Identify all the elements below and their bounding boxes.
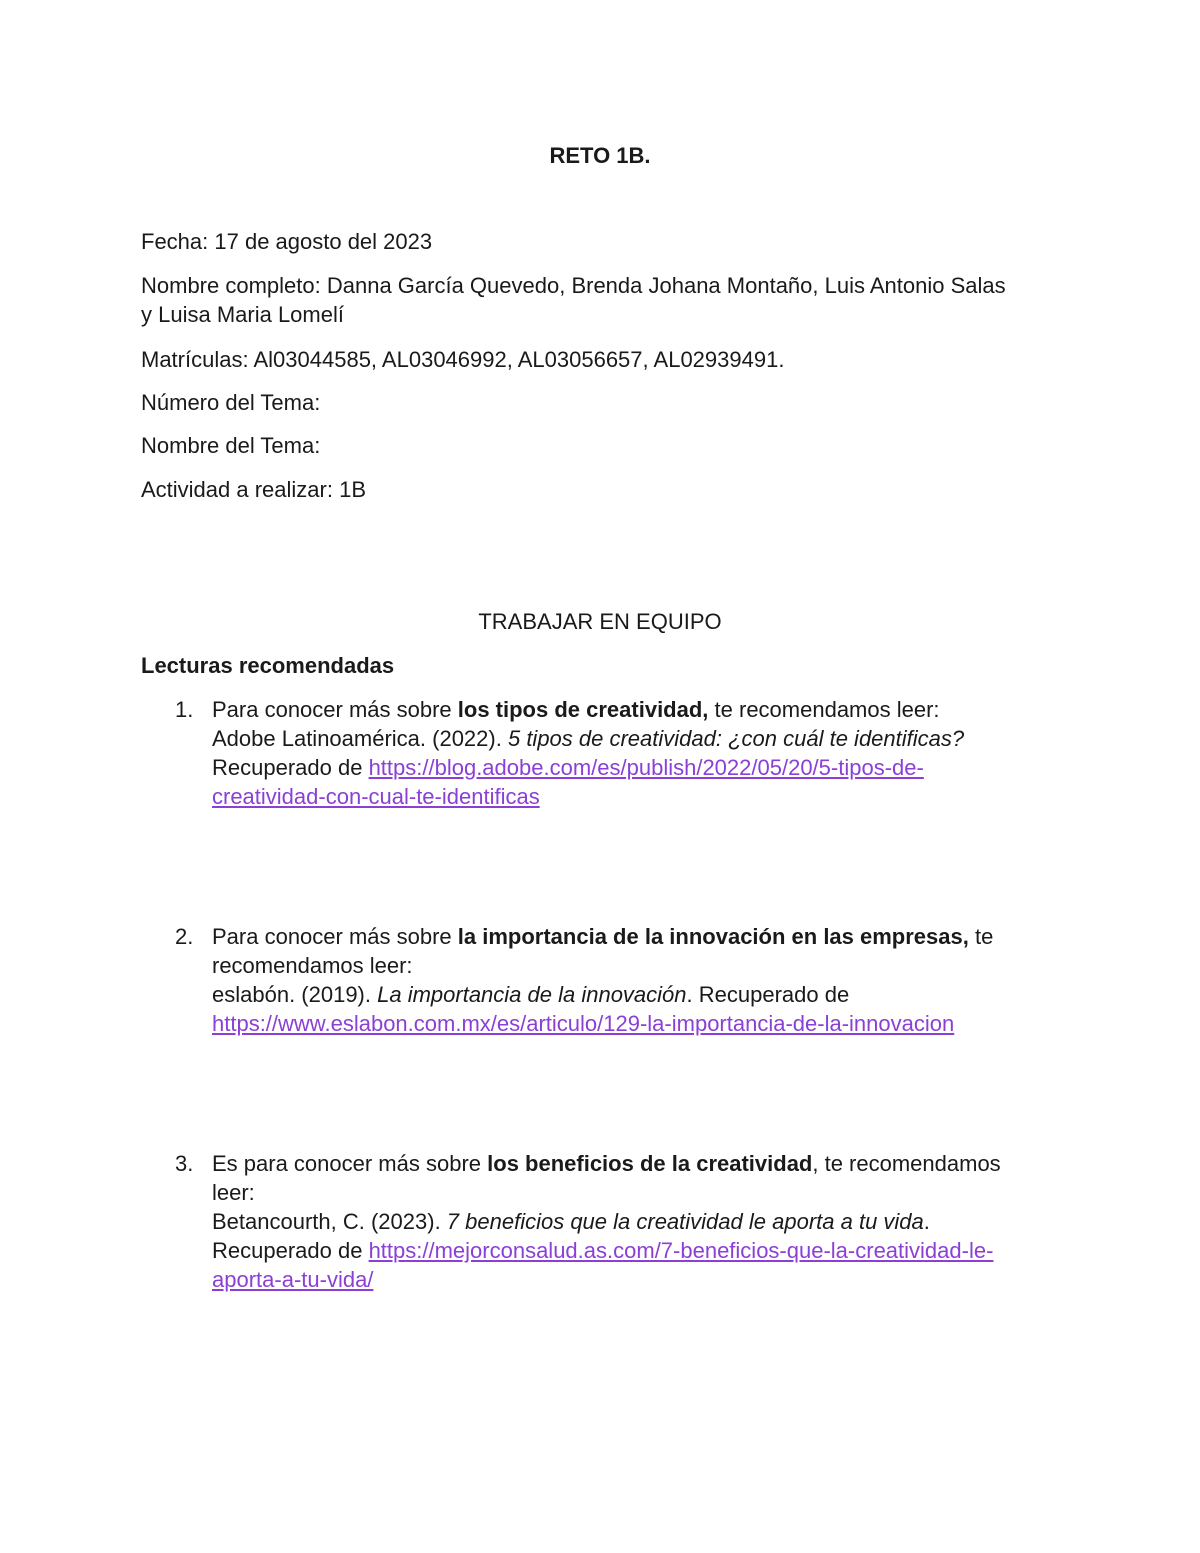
reading-3-link-continued[interactable]: aporta-a-tu-vida/	[212, 1267, 374, 1292]
reading-1-link-line2	[212, 783, 540, 811]
nombre-field-line2: y Luisa Maria Lomelí	[141, 302, 344, 327]
reading-3-intro-bold: los beneficios de la creatividad	[487, 1151, 813, 1176]
reading-2-intro	[212, 923, 993, 951]
reading-2-intro-bold: la importancia de la innovación en las empresas,	[457, 924, 969, 949]
reading-2-intro-line2: recomendamos leer:	[212, 953, 413, 978]
reading-3-author: Betancourth, C. (2023).	[212, 1209, 447, 1234]
nombre-tema-field: Nombre del Tema:	[141, 433, 321, 458]
reading-3-link[interactable]: https://mejorconsalud.as.com/7-beneficios-que-la-creatividad-le-	[368, 1238, 994, 1263]
reading-1-intro-post: te recomendamos leer:	[708, 697, 940, 722]
reading-3-reference	[212, 1208, 930, 1236]
nombre-field-line1: Nombre completo: Danna García Quevedo, Brenda Johana Montaño, Luis Antonio Salas	[141, 273, 1006, 298]
reading-1-link[interactable]: https://blog.adobe.com/es/publish/2022/05/20/5-tipos-de-	[368, 755, 924, 780]
reading-2-number: 2.	[175, 924, 194, 949]
reading-1-retrieved	[212, 754, 924, 782]
reading-2-link[interactable]: https://www.eslabon.com.mx/es/articulo/129-la-importancia-de-la-innovacion	[212, 1011, 955, 1036]
reading-1-intro-pre: Para conocer más sobre	[212, 697, 458, 722]
reading-1-link-continued[interactable]: creatividad-con-cual-te-identificas	[212, 784, 540, 809]
reading-3-intro	[212, 1150, 1001, 1178]
reading-2-retrieved-label: . Recuperado de	[686, 982, 850, 1007]
numero-tema-field: Número del Tema:	[141, 390, 321, 415]
document-title: RETO 1B.	[549, 143, 651, 168]
reading-3-link-line2	[212, 1266, 373, 1294]
actividad-field: Actividad a realizar: 1B	[141, 477, 366, 502]
matriculas-field: Matrículas: Al03044585, AL03046992, AL03056657, AL02939491.	[141, 347, 785, 372]
reading-1-intro-bold: los tipos de creatividad,	[457, 697, 709, 722]
reading-3-number: 3.	[175, 1151, 194, 1176]
reading-3-intro-pre: Es para conocer más sobre	[212, 1151, 488, 1176]
reading-3-intro-post: , te recomendamos	[812, 1151, 1001, 1176]
readings-heading: Lecturas recomendadas	[141, 653, 395, 678]
reading-2-intro-post: te	[968, 924, 994, 949]
reading-3-retrieved	[212, 1237, 993, 1265]
reading-2-title: La importancia de la innovación	[377, 982, 687, 1007]
reading-1-intro	[212, 696, 940, 724]
section-title: TRABAJAR EN EQUIPO	[478, 609, 722, 634]
reading-1-title: 5 tipos de creatividad: ¿con cuál te identificas?	[507, 726, 965, 751]
reading-2-link-line	[212, 1010, 954, 1038]
fecha-field: Fecha: 17 de agosto del 2023	[141, 229, 433, 254]
reading-1-retrieved-label: Recuperado de	[212, 755, 369, 780]
reading-3-ref-end: .	[923, 1209, 930, 1234]
reading-2-reference	[212, 981, 849, 1009]
reading-2-intro-pre: Para conocer más sobre	[212, 924, 458, 949]
reading-3-retrieved-label: Recuperado de	[212, 1238, 369, 1263]
reading-1-author: Adobe Latinoamérica. (2022).	[212, 726, 508, 751]
reading-3-title: 7 beneficios que la creatividad le aporta a tu vida	[446, 1209, 924, 1234]
reading-2-author: eslabón. (2019).	[212, 982, 378, 1007]
reading-3-intro-line2: leer:	[212, 1180, 255, 1205]
reading-1-number: 1.	[175, 697, 194, 722]
reading-1-reference	[212, 725, 964, 753]
